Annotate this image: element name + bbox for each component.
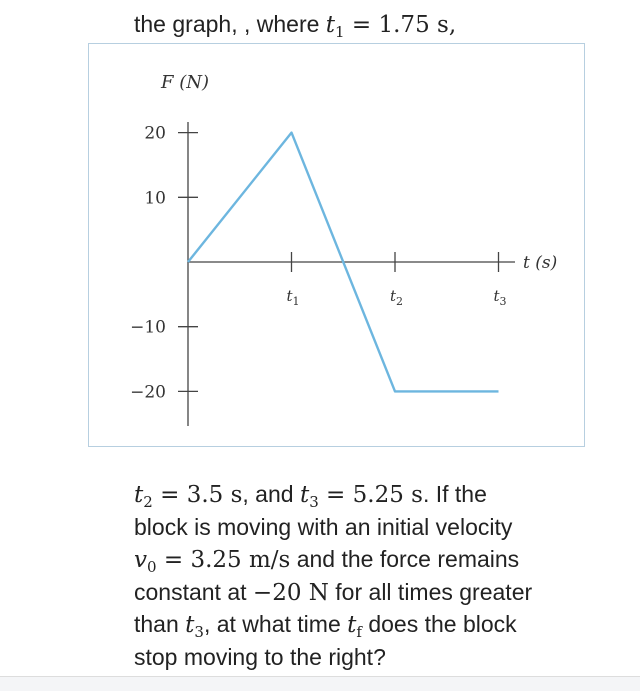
force-value: −20 N [252, 580, 329, 606]
y-tick-label-3: −20 [130, 382, 166, 403]
text-and: , and [242, 481, 300, 507]
t3-value: = 5.25 s [318, 482, 423, 508]
question-line-6 [134, 641, 386, 673]
x-tick-label-0: $t_1$ [286, 287, 300, 308]
text-line5-c: does the block [361, 611, 517, 637]
t3-subscript: 3 [309, 493, 319, 511]
t1-value: = 1.75 s, [344, 12, 457, 38]
t2-value: = 3.5 s [152, 482, 243, 508]
question-line-2 [134, 511, 512, 543]
t2-symbol: t [134, 482, 144, 508]
y-axis-title: F (N) [161, 72, 210, 93]
x-tick-label-1: $t_2$ [390, 287, 404, 308]
v0-subscript: 0 [147, 558, 157, 576]
t3b-symbol: t [185, 612, 195, 638]
text-line3-rest: and the force remains [290, 546, 520, 572]
text-prefix: the graph, , where [134, 11, 326, 37]
x-axis-title: t (s) [523, 253, 558, 273]
t3-symbol: t [299, 482, 310, 508]
x-tick-label-2: $t_3$ [493, 287, 507, 308]
bottom-bar [0, 676, 640, 691]
force-time-chart [89, 44, 586, 448]
tf-subscript: f [356, 623, 362, 641]
v0-value: = 3.25 m/s [156, 547, 291, 573]
y-tick-label-1: 10 [144, 188, 166, 209]
tf-symbol: t [347, 612, 357, 638]
t2-subscript: 2 [143, 493, 153, 511]
text-line6: stop moving to the right? [134, 644, 386, 670]
t1-subscript: 1 [335, 23, 345, 41]
t3b-subscript: 3 [194, 623, 204, 641]
text-line5-b: , at what time [203, 611, 348, 637]
question-text-top [134, 8, 456, 48]
text-line5-a: than [134, 611, 186, 637]
text-line4-b: for all times greater [328, 579, 533, 605]
figure-frame [88, 43, 585, 447]
question-line-4 [134, 576, 532, 609]
text-line2: block is moving with an initial velocity [134, 514, 513, 540]
text-if-the: . If the [422, 481, 487, 507]
t1-symbol: t [325, 12, 336, 38]
y-tick-label-2: −10 [130, 317, 166, 338]
v0-symbol: v [134, 547, 147, 573]
y-tick-label-0: 20 [144, 123, 166, 144]
text-line4-a: constant at [134, 579, 253, 605]
